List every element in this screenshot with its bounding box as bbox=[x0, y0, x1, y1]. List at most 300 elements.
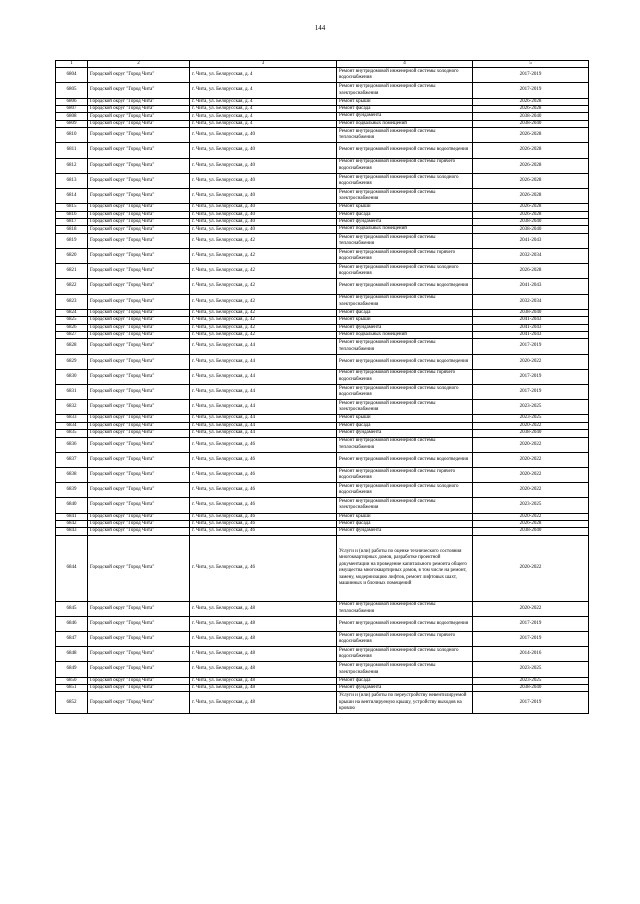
header-row bbox=[56, 61, 589, 68]
work-type-cell: Ремонт внутридомовой инженерной системы теплоснабжения bbox=[337, 437, 473, 452]
table-row bbox=[56, 332, 589, 339]
municipality-cell: Городской округ "Город Чита" bbox=[88, 294, 190, 309]
row-number: 6811 bbox=[56, 143, 88, 158]
period-cell: 2032-2034 bbox=[473, 294, 589, 309]
table-row bbox=[56, 601, 589, 616]
address-cell: г. Чита, ул. Белорусская, д. 44 bbox=[190, 422, 337, 429]
row-number: 6840 bbox=[56, 498, 88, 513]
work-type-cell: Ремонт фасада bbox=[337, 422, 473, 429]
municipality-cell: Городской округ "Город Чита" bbox=[88, 83, 190, 98]
period-cell: 2020-2022 bbox=[473, 452, 589, 467]
work-type-cell: Ремонт фундамента bbox=[337, 528, 473, 535]
municipality-cell: Городской округ "Город Чита" bbox=[88, 106, 190, 113]
row-number: 6810 bbox=[56, 128, 88, 143]
work-type-cell: Ремонт крыши bbox=[337, 98, 473, 105]
work-type-cell: Ремонт внутридомовой инженерной системы водоотведения bbox=[337, 279, 473, 294]
municipality-cell: Городской округ "Город Чита" bbox=[88, 498, 190, 513]
address-cell: г. Чита, ул. Белорусская, д. 40 bbox=[190, 173, 337, 188]
row-number: 6817 bbox=[56, 219, 88, 226]
address-cell: г. Чита, ул. Белорусская, д. 46 bbox=[190, 483, 337, 498]
municipality-cell: Городской округ "Город Чита" bbox=[88, 68, 190, 83]
period-cell: 2041-2043 bbox=[473, 324, 589, 331]
work-type-cell: Ремонт внутридомовой инженерной системы горячего водоснабжения bbox=[337, 369, 473, 384]
address-cell: г. Чита, ул. Белорусская, д. 40 bbox=[190, 189, 337, 204]
municipality-cell: Городской округ "Город Чита" bbox=[88, 158, 190, 173]
address-cell: г. Чита, ул. Белорусская, д. 44 bbox=[190, 369, 337, 384]
municipality-cell: Городской округ "Город Чита" bbox=[88, 332, 190, 339]
municipality-cell: Городской округ "Город Чита" bbox=[88, 211, 190, 218]
period-cell: 2026-2028 bbox=[473, 98, 589, 105]
work-type-cell: Ремонт фасада bbox=[337, 520, 473, 527]
table-row bbox=[56, 264, 589, 279]
municipality-cell: Городской округ "Город Чита" bbox=[88, 535, 190, 601]
period-cell: 2041-2043 bbox=[473, 317, 589, 324]
municipality-cell: Городской округ "Город Чита" bbox=[88, 662, 190, 677]
table-row bbox=[56, 535, 589, 601]
municipality-cell: Городской округ "Город Чита" bbox=[88, 279, 190, 294]
column-header: 3 bbox=[190, 61, 337, 68]
row-number: 6843 bbox=[56, 528, 88, 535]
table-row bbox=[56, 369, 589, 384]
table-row bbox=[56, 483, 589, 498]
period-cell: 2020-2022 bbox=[473, 354, 589, 369]
period-cell: 2038-2040 bbox=[473, 113, 589, 120]
table-row bbox=[56, 309, 589, 316]
row-number: 6816 bbox=[56, 211, 88, 218]
table-row bbox=[56, 513, 589, 520]
table-row bbox=[56, 415, 589, 422]
work-type-cell: Ремонт внутридомовой инженерной системы электроснабжения bbox=[337, 662, 473, 677]
address-cell: г. Чита, ул. Белорусская, д. 40 bbox=[190, 204, 337, 211]
municipality-cell: Городской округ "Город Чита" bbox=[88, 467, 190, 482]
row-number: 6808 bbox=[56, 113, 88, 120]
period-cell: 2023-2025 bbox=[473, 662, 589, 677]
table-row bbox=[56, 233, 589, 248]
work-type-cell: Ремонт внутридомовой инженерной системы водоотведения bbox=[337, 143, 473, 158]
work-type-cell: Ремонт внутридомовой инженерной системы теплоснабжения bbox=[337, 128, 473, 143]
table-row bbox=[56, 211, 589, 218]
work-type-cell: Ремонт подвальных помещений bbox=[337, 332, 473, 339]
work-type-cell: Ремонт крыши bbox=[337, 513, 473, 520]
table-row bbox=[56, 437, 589, 452]
period-cell: 2038-2040 bbox=[473, 219, 589, 226]
table-row bbox=[56, 422, 589, 429]
work-type-cell: Ремонт внутридомовой инженерной системы электроснабжения bbox=[337, 498, 473, 513]
municipality-cell: Городской округ "Город Чита" bbox=[88, 601, 190, 616]
table-row bbox=[56, 692, 589, 714]
row-number: 6830 bbox=[56, 369, 88, 384]
address-cell: г. Чита, ул. Белорусская, д. 4 bbox=[190, 120, 337, 127]
municipality-cell: Городской округ "Город Чита" bbox=[88, 204, 190, 211]
address-cell: г. Чита, ул. Белорусская, д. 42 bbox=[190, 332, 337, 339]
row-number: 6851 bbox=[56, 685, 88, 692]
row-number: 6827 bbox=[56, 332, 88, 339]
table-row bbox=[56, 279, 589, 294]
address-cell: г. Чита, ул. Белорусская, д. 40 bbox=[190, 143, 337, 158]
table-row bbox=[56, 520, 589, 527]
work-type-cell: Ремонт фундамента bbox=[337, 430, 473, 437]
work-type-cell: Ремонт подвальных помещений bbox=[337, 120, 473, 127]
table-row bbox=[56, 430, 589, 437]
period-cell: 2023-2025 bbox=[473, 677, 589, 684]
work-type-cell: Услуги и (или) работы по переустройству невентилируемой крыши на вентилируемую крышу, устройству выходов на кровлю bbox=[337, 692, 473, 714]
municipality-cell: Городской округ "Город Чита" bbox=[88, 616, 190, 631]
period-cell: 2041-2043 bbox=[473, 233, 589, 248]
address-cell: г. Чита, ул. Белорусская, д. 42 bbox=[190, 233, 337, 248]
address-cell: г. Чита, ул. Белорусская, д. 42 bbox=[190, 294, 337, 309]
period-cell: 2026-2028 bbox=[473, 211, 589, 218]
period-cell: 2020-2022 bbox=[473, 513, 589, 520]
period-cell: 2014-2016 bbox=[473, 647, 589, 662]
municipality-cell: Городской округ "Город Чита" bbox=[88, 647, 190, 662]
period-cell: 2038-2040 bbox=[473, 226, 589, 233]
row-number: 6807 bbox=[56, 106, 88, 113]
address-cell: г. Чита, ул. Белорусская, д. 46 bbox=[190, 498, 337, 513]
work-type-cell: Ремонт фундамента bbox=[337, 685, 473, 692]
row-number: 6833 bbox=[56, 415, 88, 422]
period-cell: 2038-2040 bbox=[473, 685, 589, 692]
period-cell: 2023-2025 bbox=[473, 400, 589, 415]
row-number: 6838 bbox=[56, 467, 88, 482]
table-row bbox=[56, 189, 589, 204]
period-cell: 2038-2040 bbox=[473, 120, 589, 127]
table-row bbox=[56, 616, 589, 631]
address-cell: г. Чита, ул. Белорусская, д. 42 bbox=[190, 324, 337, 331]
row-number: 6836 bbox=[56, 437, 88, 452]
row-number: 6818 bbox=[56, 226, 88, 233]
municipality-cell: Городской округ "Город Чита" bbox=[88, 528, 190, 535]
work-type-cell: Ремонт внутридомовой инженерной системы теплоснабжения bbox=[337, 601, 473, 616]
period-cell: 2023-2025 bbox=[473, 498, 589, 513]
work-type-cell: Ремонт внутридомовой инженерной системы водоотведения bbox=[337, 616, 473, 631]
municipality-cell: Городской округ "Город Чита" bbox=[88, 189, 190, 204]
work-type-cell: Ремонт фасада bbox=[337, 211, 473, 218]
column-header: 1 bbox=[56, 61, 88, 68]
table-row bbox=[56, 204, 589, 211]
address-cell: г. Чита, ул. Белорусская, д. 48 bbox=[190, 677, 337, 684]
address-cell: г. Чита, ул. Белорусская, д. 44 bbox=[190, 430, 337, 437]
row-number: 6841 bbox=[56, 513, 88, 520]
municipality-cell: Городской округ "Город Чита" bbox=[88, 219, 190, 226]
work-type-cell: Ремонт фундамента bbox=[337, 113, 473, 120]
column-header: 2 bbox=[88, 61, 190, 68]
period-cell: 2032-2034 bbox=[473, 249, 589, 264]
period-cell: 2026-2028 bbox=[473, 128, 589, 143]
address-cell: г. Чита, ул. Белорусская, д. 42 bbox=[190, 264, 337, 279]
municipality-cell: Городской округ "Город Чита" bbox=[88, 317, 190, 324]
period-cell: 2038-2040 bbox=[473, 528, 589, 535]
period-cell: 2017-2019 bbox=[473, 339, 589, 354]
municipality-cell: Городской округ "Город Чита" bbox=[88, 369, 190, 384]
period-cell: 2041-2043 bbox=[473, 332, 589, 339]
address-cell: г. Чита, ул. Белорусская, д. 40 bbox=[190, 226, 337, 233]
municipality-cell: Городской округ "Город Чита" bbox=[88, 513, 190, 520]
row-number: 6852 bbox=[56, 692, 88, 714]
address-cell: г. Чита, ул. Белорусская, д. 4 bbox=[190, 83, 337, 98]
municipality-cell: Городской округ "Город Чита" bbox=[88, 437, 190, 452]
municipality-cell: Городской округ "Город Чита" bbox=[88, 677, 190, 684]
table-row bbox=[56, 158, 589, 173]
period-cell: 2026-2028 bbox=[473, 173, 589, 188]
address-cell: г. Чита, ул. Белорусская, д. 42 bbox=[190, 317, 337, 324]
work-type-cell: Услуги и (или) работы по оценке технического состояния многоквартирных домов, разработке проектной документации на проведение капитального ремонта общего имущества многоквартирных домов, в том числе на ремонт, замену, модернизацию лифтов, ремонт лифтовых шахт, машинных и блочных помещений bbox=[337, 535, 473, 601]
municipality-cell: Городской округ "Город Чита" bbox=[88, 632, 190, 647]
address-cell: г. Чита, ул. Белорусская, д. 46 bbox=[190, 467, 337, 482]
row-number: 6820 bbox=[56, 249, 88, 264]
municipality-cell: Городской округ "Город Чита" bbox=[88, 249, 190, 264]
period-cell: 2038-2040 bbox=[473, 309, 589, 316]
period-cell: 2020-2022 bbox=[473, 467, 589, 482]
row-number: 6826 bbox=[56, 324, 88, 331]
municipality-cell: Городской округ "Город Чита" bbox=[88, 173, 190, 188]
row-number: 6849 bbox=[56, 662, 88, 677]
table-row bbox=[56, 324, 589, 331]
period-cell: 2038-2040 bbox=[473, 430, 589, 437]
table-row bbox=[56, 339, 589, 354]
table-row bbox=[56, 98, 589, 105]
address-cell: г. Чита, ул. Белорусская, д. 46 bbox=[190, 437, 337, 452]
period-cell: 2026-2028 bbox=[473, 158, 589, 173]
address-cell: г. Чита, ул. Белорусская, д. 42 bbox=[190, 309, 337, 316]
work-type-cell: Ремонт крыши bbox=[337, 415, 473, 422]
work-type-cell: Ремонт внутридомовой инженерной системы электроснабжения bbox=[337, 83, 473, 98]
table-row bbox=[56, 647, 589, 662]
address-cell: г. Чита, ул. Белорусская, д. 4 bbox=[190, 113, 337, 120]
period-cell: 2020-2022 bbox=[473, 422, 589, 429]
address-cell: г. Чита, ул. Белорусская, д. 40 bbox=[190, 128, 337, 143]
municipality-cell: Городской округ "Город Чита" bbox=[88, 452, 190, 467]
address-cell: г. Чита, ул. Белорусская, д. 44 bbox=[190, 354, 337, 369]
period-cell: 2041-2043 bbox=[473, 279, 589, 294]
column-header: 4 bbox=[337, 61, 473, 68]
table-row bbox=[56, 632, 589, 647]
address-cell: г. Чита, ул. Белорусская, д. 48 bbox=[190, 685, 337, 692]
period-cell: 2017-2019 bbox=[473, 384, 589, 399]
address-cell: г. Чита, ул. Белорусская, д. 44 bbox=[190, 415, 337, 422]
row-number: 6834 bbox=[56, 422, 88, 429]
municipality-cell: Городской округ "Город Чита" bbox=[88, 143, 190, 158]
page-number: 144 bbox=[314, 24, 326, 32]
row-number: 6823 bbox=[56, 294, 88, 309]
address-cell: г. Чита, ул. Белорусская, д. 44 bbox=[190, 339, 337, 354]
work-type-cell: Ремонт внутридомовой инженерной системы холодного водоснабжения bbox=[337, 68, 473, 83]
address-cell: г. Чита, ул. Белорусская, д. 4 bbox=[190, 68, 337, 83]
municipality-cell: Городской округ "Город Чита" bbox=[88, 98, 190, 105]
address-cell: г. Чита, ул. Белорусская, д. 46 bbox=[190, 535, 337, 601]
municipality-cell: Городской округ "Город Чита" bbox=[88, 422, 190, 429]
row-number: 6837 bbox=[56, 452, 88, 467]
period-cell: 2017-2019 bbox=[473, 632, 589, 647]
table-row bbox=[56, 128, 589, 143]
period-cell: 2017-2019 bbox=[473, 68, 589, 83]
period-cell: 2017-2019 bbox=[473, 83, 589, 98]
period-cell: 2026-2028 bbox=[473, 143, 589, 158]
row-number: 6805 bbox=[56, 83, 88, 98]
row-number: 6828 bbox=[56, 339, 88, 354]
row-number: 6846 bbox=[56, 616, 88, 631]
row-number: 6813 bbox=[56, 173, 88, 188]
address-cell: г. Чита, ул. Белорусская, д. 48 bbox=[190, 662, 337, 677]
municipality-cell: Городской округ "Город Чита" bbox=[88, 415, 190, 422]
period-cell: 2017-2019 bbox=[473, 369, 589, 384]
table-row bbox=[56, 384, 589, 399]
work-type-cell: Ремонт внутридомовой инженерной системы электроснабжения bbox=[337, 294, 473, 309]
period-cell: 2020-2022 bbox=[473, 437, 589, 452]
address-cell: г. Чита, ул. Белорусская, д. 42 bbox=[190, 249, 337, 264]
row-number: 6825 bbox=[56, 317, 88, 324]
row-number: 6832 bbox=[56, 400, 88, 415]
period-cell: 2017-2019 bbox=[473, 692, 589, 714]
work-type-cell: Ремонт фасада bbox=[337, 106, 473, 113]
table-row bbox=[56, 120, 589, 127]
work-type-cell: Ремонт внутридомовой инженерной системы холодного водоснабжения bbox=[337, 384, 473, 399]
address-cell: г. Чита, ул. Белорусская, д. 48 bbox=[190, 647, 337, 662]
work-type-cell: Ремонт внутридомовой инженерной системы холодного водоснабжения bbox=[337, 647, 473, 662]
municipality-cell: Городской округ "Город Чита" bbox=[88, 685, 190, 692]
row-number: 6845 bbox=[56, 601, 88, 616]
table-row bbox=[56, 677, 589, 684]
municipality-cell: Городской округ "Город Чита" bbox=[88, 113, 190, 120]
municipality-cell: Городской округ "Город Чита" bbox=[88, 354, 190, 369]
row-number: 6844 bbox=[56, 535, 88, 601]
table-row bbox=[56, 173, 589, 188]
table-row bbox=[56, 83, 589, 98]
table-row bbox=[56, 498, 589, 513]
row-number: 6848 bbox=[56, 647, 88, 662]
address-cell: г. Чита, ул. Белорусская, д. 42 bbox=[190, 279, 337, 294]
row-number: 6822 bbox=[56, 279, 88, 294]
work-type-cell: Ремонт подвальных помещений bbox=[337, 226, 473, 233]
table-row bbox=[56, 294, 589, 309]
address-cell: г. Чита, ул. Белорусская, д. 46 bbox=[190, 513, 337, 520]
work-type-cell: Ремонт крыши bbox=[337, 204, 473, 211]
work-type-cell: Ремонт внутридомовой инженерной системы водоотведения bbox=[337, 452, 473, 467]
table-row bbox=[56, 106, 589, 113]
row-number: 6809 bbox=[56, 120, 88, 127]
work-type-cell: Ремонт внутридомовой инженерной системы холодного водоснабжения bbox=[337, 264, 473, 279]
work-type-cell: Ремонт крыши bbox=[337, 317, 473, 324]
row-number: 6842 bbox=[56, 520, 88, 527]
work-type-cell: Ремонт внутридомовой инженерной системы холодного водоснабжения bbox=[337, 483, 473, 498]
municipality-cell: Городской округ "Город Чита" bbox=[88, 233, 190, 248]
period-cell: 2023-2025 bbox=[473, 415, 589, 422]
work-type-cell: Ремонт внутридомовой инженерной системы горячего водоснабжения bbox=[337, 249, 473, 264]
work-type-cell: Ремонт внутридомовой инженерной системы горячего водоснабжения bbox=[337, 467, 473, 482]
municipality-cell: Городской округ "Город Чита" bbox=[88, 430, 190, 437]
address-cell: г. Чита, ул. Белорусская, д. 48 bbox=[190, 616, 337, 631]
period-cell: 2020-2022 bbox=[473, 535, 589, 601]
register-table bbox=[55, 60, 589, 714]
municipality-cell: Городской округ "Город Чита" bbox=[88, 324, 190, 331]
table-row bbox=[56, 400, 589, 415]
table-row bbox=[56, 226, 589, 233]
work-type-cell: Ремонт фасада bbox=[337, 309, 473, 316]
table-row bbox=[56, 528, 589, 535]
row-number: 6824 bbox=[56, 309, 88, 316]
address-cell: г. Чита, ул. Белорусская, д. 44 bbox=[190, 400, 337, 415]
work-type-cell: Ремонт внутридомовой инженерной системы электроснабжения bbox=[337, 189, 473, 204]
work-type-cell: Ремонт внутридомовой инженерной системы холодного водоснабжения bbox=[337, 173, 473, 188]
address-cell: г. Чита, ул. Белорусская, д. 48 bbox=[190, 601, 337, 616]
municipality-cell: Городской округ "Город Чита" bbox=[88, 384, 190, 399]
row-number: 6806 bbox=[56, 98, 88, 105]
period-cell: 2026-2028 bbox=[473, 520, 589, 527]
row-number: 6815 bbox=[56, 204, 88, 211]
work-type-cell: Ремонт внутридомовой инженерной системы теплоснабжения bbox=[337, 339, 473, 354]
row-number: 6812 bbox=[56, 158, 88, 173]
period-cell: 2026-2028 bbox=[473, 204, 589, 211]
table-row bbox=[56, 317, 589, 324]
address-cell: г. Чита, ул. Белорусская, д. 48 bbox=[190, 692, 337, 714]
table-row bbox=[56, 249, 589, 264]
municipality-cell: Городской округ "Город Чита" bbox=[88, 226, 190, 233]
municipality-cell: Городской округ "Город Чита" bbox=[88, 400, 190, 415]
period-cell: 2026-2028 bbox=[473, 189, 589, 204]
table-row bbox=[56, 113, 589, 120]
municipality-cell: Городской округ "Город Чита" bbox=[88, 339, 190, 354]
table-row bbox=[56, 662, 589, 677]
row-number: 6850 bbox=[56, 677, 88, 684]
row-number: 6839 bbox=[56, 483, 88, 498]
table-row bbox=[56, 685, 589, 692]
address-cell: г. Чита, ул. Белорусская, д. 4 bbox=[190, 106, 337, 113]
address-cell: г. Чита, ул. Белорусская, д. 4 bbox=[190, 98, 337, 105]
municipality-cell: Городской округ "Город Чита" bbox=[88, 483, 190, 498]
address-cell: г. Чита, ул. Белорусская, д. 46 bbox=[190, 528, 337, 535]
row-number: 6821 bbox=[56, 264, 88, 279]
period-cell: 2026-2028 bbox=[473, 106, 589, 113]
municipality-cell: Городской округ "Город Чита" bbox=[88, 309, 190, 316]
municipality-cell: Городской округ "Город Чита" bbox=[88, 692, 190, 714]
period-cell: 2020-2022 bbox=[473, 483, 589, 498]
work-type-cell: Ремонт фасада bbox=[337, 677, 473, 684]
work-type-cell: Ремонт внутридомовой инженерной системы теплоснабжения bbox=[337, 233, 473, 248]
address-cell: г. Чита, ул. Белорусская, д. 40 bbox=[190, 219, 337, 226]
row-number: 6847 bbox=[56, 632, 88, 647]
address-cell: г. Чита, ул. Белорусская, д. 48 bbox=[190, 632, 337, 647]
row-number: 6804 bbox=[56, 68, 88, 83]
work-type-cell: Ремонт фундамента bbox=[337, 219, 473, 226]
table-row bbox=[56, 452, 589, 467]
period-cell: 2026-2028 bbox=[473, 264, 589, 279]
table-row bbox=[56, 467, 589, 482]
address-cell: г. Чита, ул. Белорусская, д. 40 bbox=[190, 158, 337, 173]
work-type-cell: Ремонт внутридомовой инженерной системы горячего водоснабжения bbox=[337, 632, 473, 647]
table-row bbox=[56, 219, 589, 226]
work-type-cell: Ремонт внутридомовой инженерной системы электроснабжения bbox=[337, 400, 473, 415]
table-row bbox=[56, 354, 589, 369]
address-cell: г. Чита, ул. Белорусская, д. 46 bbox=[190, 452, 337, 467]
row-number: 6829 bbox=[56, 354, 88, 369]
address-cell: г. Чита, ул. Белорусская, д. 44 bbox=[190, 384, 337, 399]
table-row bbox=[56, 68, 589, 83]
table-row bbox=[56, 143, 589, 158]
row-number: 6819 bbox=[56, 233, 88, 248]
address-cell: г. Чита, ул. Белорусская, д. 40 bbox=[190, 211, 337, 218]
municipality-cell: Городской округ "Город Чита" bbox=[88, 128, 190, 143]
municipality-cell: Городской округ "Город Чита" bbox=[88, 520, 190, 527]
address-cell: г. Чита, ул. Белорусская, д. 46 bbox=[190, 520, 337, 527]
work-type-cell: Ремонт внутридомовой инженерной системы водоотведения bbox=[337, 354, 473, 369]
work-type-cell: Ремонт внутридомовой инженерной системы горячего водоснабжения bbox=[337, 158, 473, 173]
municipality-cell: Городской округ "Город Чита" bbox=[88, 120, 190, 127]
row-number: 6835 bbox=[56, 430, 88, 437]
period-cell: 2020-2022 bbox=[473, 601, 589, 616]
row-number: 6814 bbox=[56, 189, 88, 204]
municipality-cell: Городской округ "Город Чита" bbox=[88, 264, 190, 279]
column-header: 5 bbox=[473, 61, 589, 68]
row-number: 6831 bbox=[56, 384, 88, 399]
